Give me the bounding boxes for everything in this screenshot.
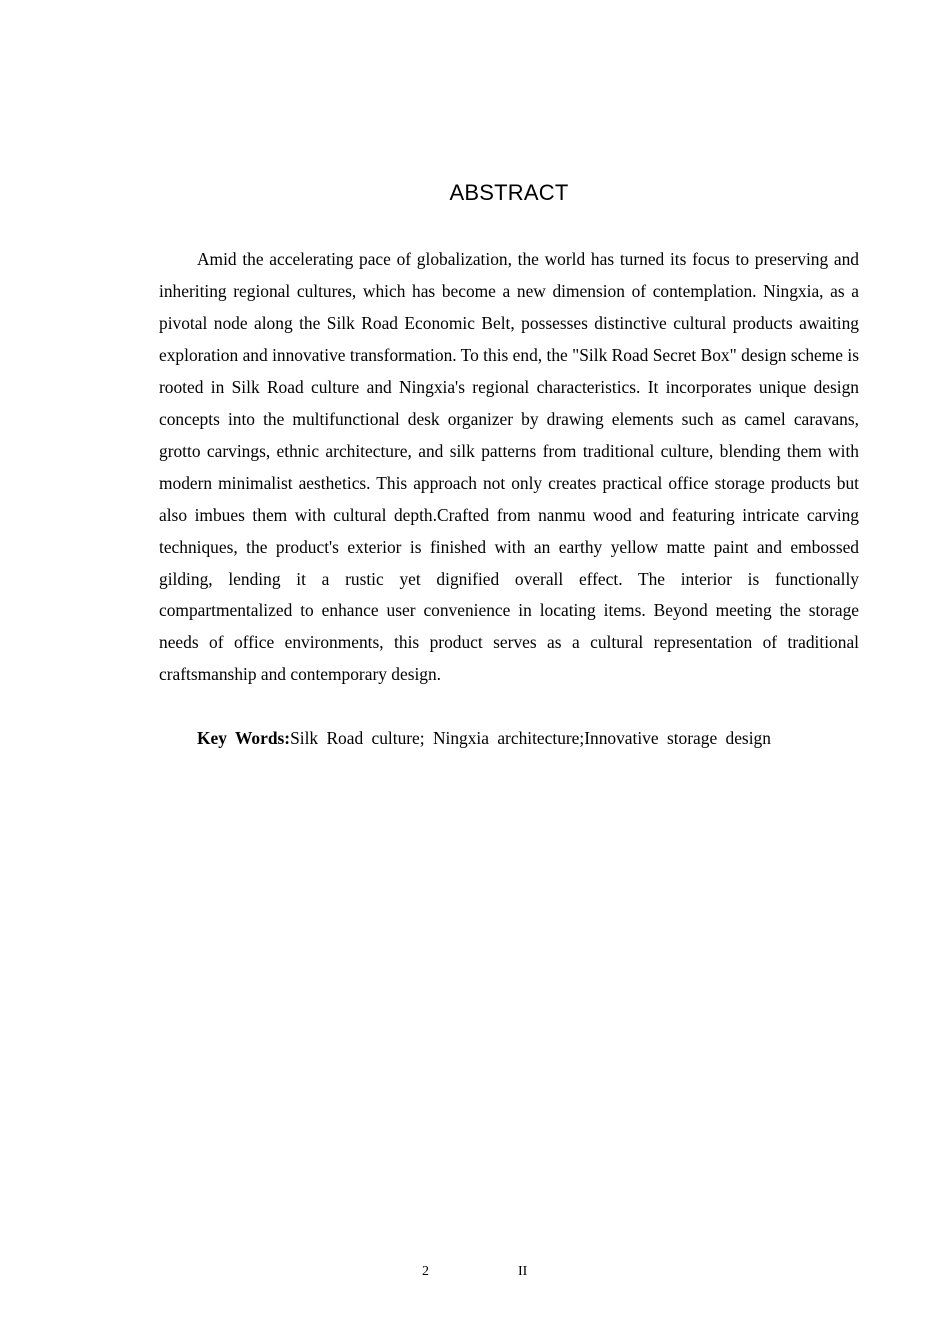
keywords-label: Key Words: [197,728,291,748]
abstract-title: ABSTRACT [449,180,569,205]
keywords-line [159,723,859,755]
keywords-text: Silk Road culture; Ningxia architecture;Innovative storage design [290,728,771,748]
abstract-paragraph: Amid the accelerating pace of globalization, the world has turned its focus to preserving and inheriting regional cultures, which has become a new dimension of contemplation. Ningxia, as a pivotal node along the Silk Road Economic Belt, possesses distinctive cultural products awaiting exploration and innovative transformation. To this end, the "Silk Road Secret Box" design scheme is rooted in Silk Road culture and Ningxia's regional characteristics. It incorporates unique design concepts into the multifunctional desk organizer by drawing elements such as camel caravans, grotto carvings, ethnic architecture, and silk patterns from traditional culture, blending them with modern minimalist aesthetics. This approach not only creates practical office storage products but also imbues them with cultural depth.Crafted from nanmu wood and featuring intricate carving techniques, the product's exterior is finished with an earthy yellow matte paint and embossed gilding, lending it a rustic yet dignified overall effect. The interior is functionally compartmentalized to enhance user convenience in locating items. Beyond meeting the storage needs of office environments, this product serves as a cultural representation of traditional craftsmanship and contemporary design. [159,249,859,685]
page-number: 2 [422,1264,429,1279]
roman-page-number: II [518,1264,528,1279]
